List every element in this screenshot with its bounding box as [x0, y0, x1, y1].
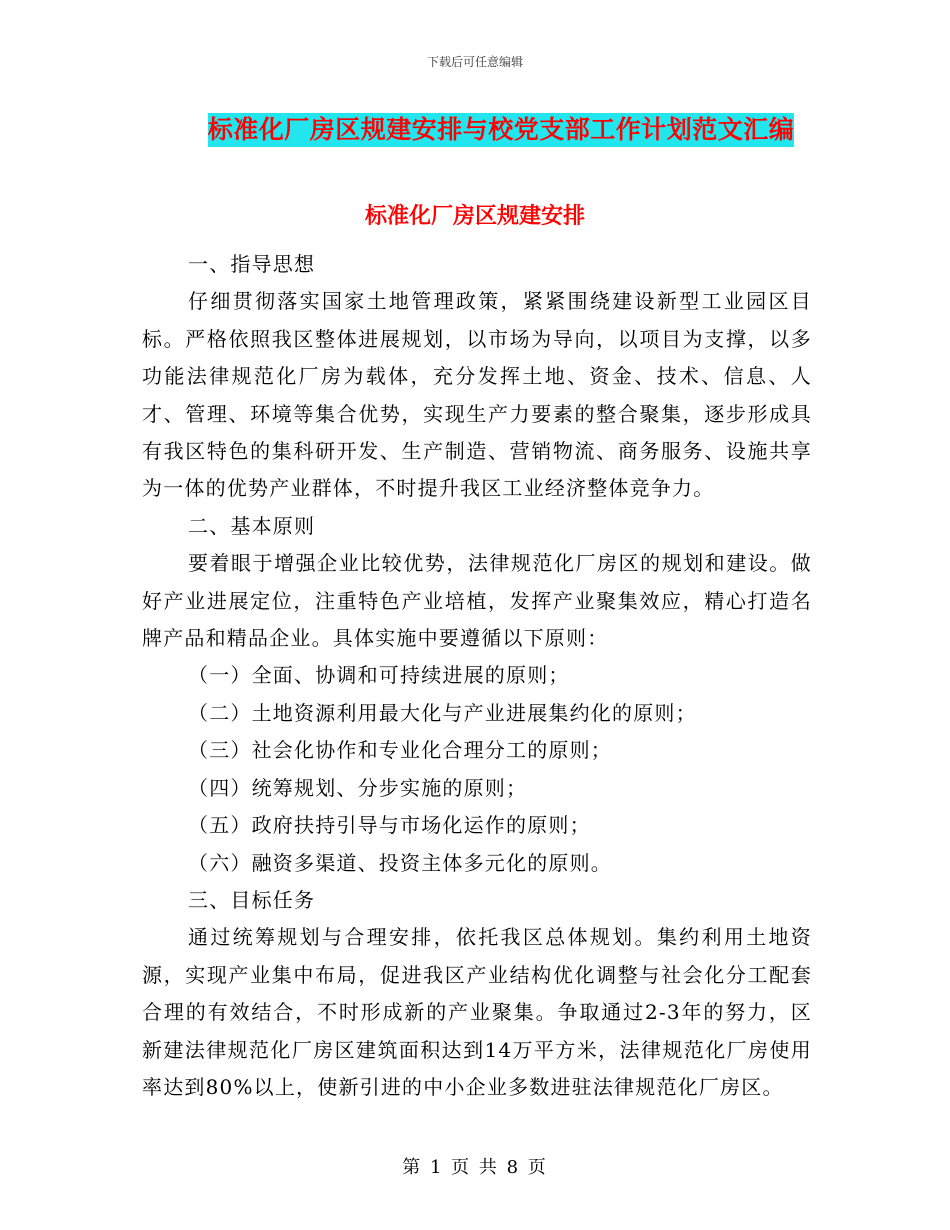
section-title: 标准化厂房区规建安排	[364, 204, 585, 229]
page-footer: 第 1 页 共 8 页	[402, 1157, 548, 1178]
heading-guiding-ideology: 一、指导思想	[188, 252, 316, 276]
principle-item: （六）融资多渠道、投资主体多元化的原则。	[188, 850, 612, 875]
principle-item: （五）政府扶持引导与市场化运作的原则；	[188, 813, 591, 838]
principle-item: （四）统筹规划、分步实施的原则；	[188, 775, 528, 800]
heading-targets: 三、目标任务	[188, 887, 316, 912]
document-body	[142, 246, 812, 1106]
principle-item: （二）土地资源利用最大化与产业进展集约化的原则；	[188, 700, 697, 725]
principle-item: （一）全面、协调和可持续进展的原则；	[188, 663, 570, 688]
document-title: 标准化厂房区规建安排与校党支部工作计划范文汇编	[208, 113, 795, 147]
paragraph-basic-principles: 要着眼于增强企业比较优势，法律规范化厂房区的规划和建设。做好产业进展定位，注重特色产业培植，发挥产业聚集效应，精心打造名牌产品和精品企业。具体实施中要遵循以下原则：	[142, 551, 812, 651]
paragraph-guiding-ideology: 仔细贯彻落实国家土地管理政策，紧紧围绕建设新型工业园区目标。严格依照我区整体进展规划，以市场为导向，以项目为支撑，以多功能法律规范化厂房为载体，充分发挥土地、资金、技术、信息、人才、管理、环境等集合优势，实现生产力要素的整合聚集，逐步形成具有我区特色的集科研开发、生产制造、营销物流、商务服务、设施共享为一体的优势产业群体，不时提升我区工业经济整体竞争力。	[142, 289, 812, 501]
heading-basic-principles: 二、基本原则	[188, 513, 316, 538]
principle-item: （三）社会化协作和专业化合理分工的原则；	[188, 738, 612, 763]
main-title-wrap	[0, 113, 950, 147]
paragraph-targets: 通过统筹规划与合理安排，依托我区总体规划。集约利用土地资源，实现产业集中布局，促进我区产业结构优化调整与社会化分工配套合理的有效结合，不时形成新的产业聚集。争取通过2-3年的努力，区新建法律规范化厂房区建筑面积达到14万平方米，法律规范化厂房使用率达到80%以上，使新引进的中小企业多数进驻法律规范化厂房区。	[142, 925, 812, 1099]
page-header-note: 下载后可任意编辑	[426, 55, 523, 69]
